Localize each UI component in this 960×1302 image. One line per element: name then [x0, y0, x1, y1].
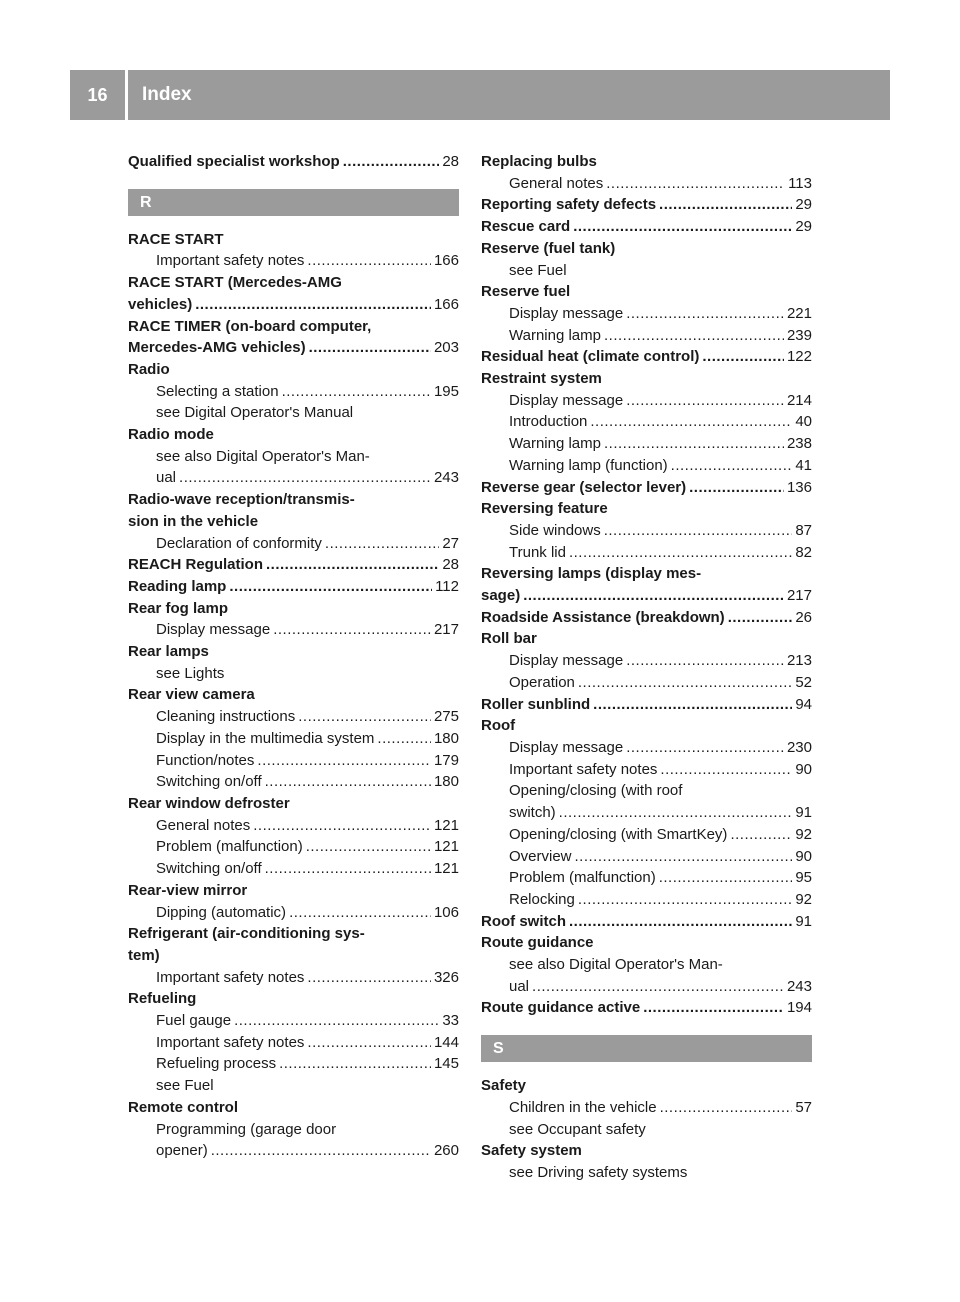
index-subentry[interactable]	[481, 455, 812, 477]
index-entry	[481, 715, 812, 737]
page-reference[interactable]: 217	[433, 621, 459, 639]
page-reference[interactable]: 121	[433, 838, 459, 856]
index-subentry	[481, 1119, 812, 1141]
index-subentry[interactable]	[128, 619, 459, 641]
dot-leader	[195, 294, 431, 316]
index-entry	[128, 945, 459, 967]
index-entry	[481, 1140, 812, 1162]
page-number: 16	[87, 84, 108, 105]
index-entry	[481, 281, 812, 303]
dot-leader	[659, 867, 793, 889]
dot-leader	[604, 325, 784, 347]
entry-text: Important safety notes	[156, 252, 305, 270]
entry-text: General notes	[156, 816, 251, 834]
page-reference[interactable]: 52	[795, 673, 812, 691]
entry-text: Reading lamp	[128, 577, 227, 595]
index-subentry	[128, 402, 459, 424]
entry-text: Fuel gauge	[156, 1012, 232, 1030]
page-reference[interactable]: 243	[433, 469, 459, 487]
dot-leader	[532, 976, 784, 998]
index-subentry[interactable]	[481, 1097, 812, 1119]
index-entry	[128, 316, 459, 338]
dot-leader	[660, 1097, 793, 1119]
page-reference[interactable]: 92	[795, 825, 812, 843]
entry-text: see Occupant safety	[509, 1120, 646, 1138]
page-reference[interactable]: 40	[795, 413, 812, 431]
header-divider	[125, 70, 128, 120]
entry-text: ual	[156, 469, 177, 487]
page-reference[interactable]: 27	[442, 534, 459, 552]
entry-text: sion in the vehicle	[128, 512, 259, 530]
page-reference[interactable]: 275	[433, 708, 459, 726]
page-reference[interactable]: 260	[433, 1142, 459, 1160]
entry-text: see Fuel	[509, 261, 567, 279]
entry-text: Residual heat (climate control)	[481, 348, 700, 366]
page-reference[interactable]: 106	[433, 903, 459, 921]
entry-text: sage)	[481, 587, 521, 605]
index-subentry	[481, 954, 812, 976]
index-subentry[interactable]	[481, 889, 812, 911]
index-entry	[128, 359, 459, 381]
dot-leader	[728, 607, 793, 629]
dot-leader	[702, 346, 784, 368]
index-entry	[481, 368, 812, 390]
dot-leader	[578, 889, 792, 911]
dot-leader	[179, 467, 431, 489]
index-entry[interactable]	[481, 694, 812, 716]
index-subentry[interactable]	[481, 672, 812, 694]
index-subentry[interactable]	[128, 467, 459, 489]
index-subentry[interactable]	[128, 728, 459, 750]
index-entry[interactable]	[128, 554, 459, 576]
entry-text: Cleaning instructions	[156, 708, 296, 726]
dot-leader	[573, 216, 792, 238]
entry-text: RACE START (Mercedes-AMG	[128, 274, 342, 292]
entry-text: see Driving safety systems	[509, 1163, 688, 1181]
dot-leader	[265, 858, 431, 880]
index-column-right	[481, 151, 812, 1184]
index-subentry[interactable]	[481, 846, 812, 868]
page-reference[interactable]: 112	[435, 577, 459, 595]
dot-leader	[689, 477, 784, 499]
entry-text: REACH Regulation	[128, 556, 263, 574]
entry-text: Reversing lamps (display mes-	[481, 565, 702, 583]
entry-text: Operation	[509, 673, 575, 691]
page-reference[interactable]: 221	[786, 304, 812, 322]
index-subentry[interactable]	[481, 759, 812, 781]
index-subentry	[481, 1162, 812, 1184]
page-reference[interactable]: 121	[433, 860, 459, 878]
entry-text: Radio mode	[128, 426, 214, 444]
dot-leader	[559, 802, 793, 824]
page-reference[interactable]: 180	[433, 773, 459, 791]
page-reference[interactable]: 91	[795, 804, 812, 822]
index-subentry[interactable]	[128, 750, 459, 772]
entry-text: Display message	[509, 391, 624, 409]
entry-text: Reserve fuel	[481, 283, 571, 301]
page-reference[interactable]: 57	[795, 1098, 812, 1116]
page-reference[interactable]: 213	[786, 652, 812, 670]
index-entry[interactable]	[481, 477, 812, 499]
entry-text: Selecting a station	[156, 382, 279, 400]
index-subentry	[481, 780, 812, 802]
dot-leader	[306, 836, 431, 858]
page-reference[interactable]: 90	[795, 760, 812, 778]
entry-text: Dipping (automatic)	[156, 903, 287, 921]
page-reference[interactable]: 95	[795, 869, 812, 887]
index-subentry[interactable]	[128, 706, 459, 728]
dot-leader	[604, 520, 793, 542]
entry-text: Reversing feature	[481, 500, 608, 518]
page-title: Index	[142, 84, 192, 105]
page-reference[interactable]: 326	[433, 968, 459, 986]
entry-text: Display message	[156, 621, 271, 639]
dot-leader	[593, 694, 792, 716]
dot-leader	[569, 542, 792, 564]
entry-text: Refrigerant (air-conditioning sys-	[128, 925, 365, 943]
index-entry	[128, 489, 459, 511]
entry-text: Children in the vehicle	[509, 1098, 657, 1116]
index-entry[interactable]	[481, 194, 812, 216]
index-subentry[interactable]	[128, 1010, 459, 1032]
entry-text: Restraint system	[481, 370, 602, 388]
index-entry	[128, 598, 459, 620]
page-reference[interactable]: 122	[786, 348, 812, 366]
page-reference[interactable]: 94	[795, 695, 812, 713]
index-subentry[interactable]	[481, 976, 812, 998]
page-reference[interactable]: 41	[795, 456, 812, 474]
page-reference[interactable]: 113	[788, 174, 812, 192]
index-entry[interactable]	[128, 151, 459, 173]
index-entry	[481, 628, 812, 650]
dot-leader	[279, 1053, 431, 1075]
index-entry	[128, 988, 459, 1010]
index-subentry[interactable]	[481, 824, 812, 846]
entry-text: Route guidance	[481, 934, 594, 952]
dot-leader	[273, 619, 431, 641]
dot-leader	[659, 194, 792, 216]
entry-text: Safety	[481, 1077, 527, 1095]
index-entry[interactable]	[481, 216, 812, 238]
page-reference[interactable]: 87	[795, 521, 812, 539]
entry-text: Route guidance active	[481, 999, 641, 1017]
entry-text: Qualified specialist workshop	[128, 153, 340, 170]
entry-text: Roof switch	[481, 912, 566, 930]
index-subentry[interactable]	[128, 1032, 459, 1054]
entry-text: Display message	[509, 304, 624, 322]
entry-text: see also Digital Operator's Man-	[509, 956, 723, 974]
entry-text: Problem (malfunction)	[156, 838, 303, 856]
entry-text: Reserve (fuel tank)	[481, 239, 616, 257]
index-entry	[481, 498, 812, 520]
index-subentry[interactable]	[481, 542, 812, 564]
index-entry	[128, 424, 459, 446]
entry-text: Radio	[128, 360, 170, 378]
page-header	[70, 70, 890, 120]
index-subentry[interactable]	[128, 250, 459, 272]
entry-text: Rescue card	[481, 218, 571, 236]
index-subentry[interactable]	[128, 533, 459, 555]
entry-text: Switching on/off	[156, 773, 262, 791]
entry-text: Rear-view mirror	[128, 881, 248, 899]
dot-leader	[325, 533, 439, 555]
page-reference[interactable]: 90	[795, 847, 812, 865]
entry-text: Rear fog lamp	[128, 599, 229, 617]
index-entry	[128, 511, 459, 533]
dot-leader	[229, 576, 432, 598]
index-subentry[interactable]	[481, 737, 812, 759]
section-header-s: S	[481, 1035, 812, 1062]
dot-leader	[343, 151, 440, 173]
dot-leader	[265, 771, 431, 793]
entry-text: Trunk lid	[509, 543, 566, 561]
entry-text: see Fuel	[156, 1077, 214, 1095]
index-entry[interactable]	[481, 997, 812, 1019]
entry-text: vehicles)	[128, 295, 193, 313]
index-entry	[481, 1075, 812, 1097]
entry-text: Display in the multimedia system	[156, 729, 375, 747]
index-subentry	[128, 1119, 459, 1141]
entry-text: Function/notes	[156, 751, 255, 769]
index-subentry	[128, 1075, 459, 1097]
entry-text: Important safety notes	[509, 760, 658, 778]
page-reference[interactable]: 239	[786, 326, 812, 344]
page-reference[interactable]: 230	[786, 738, 812, 756]
page-reference[interactable]: 238	[786, 435, 812, 453]
page-reference[interactable]: 28	[442, 556, 459, 574]
page-reference[interactable]: 195	[433, 382, 459, 400]
page-reference[interactable]: 82	[795, 543, 812, 561]
page-reference[interactable]: 179	[433, 751, 459, 769]
index-subentry[interactable]	[481, 867, 812, 889]
entry-text: see Lights	[156, 664, 225, 682]
entry-text: Programming (garage door	[156, 1120, 337, 1138]
index-subentry	[128, 663, 459, 685]
index-subentry[interactable]	[481, 173, 812, 195]
dot-leader	[298, 706, 431, 728]
entry-text: Refueling	[128, 990, 197, 1008]
index-entry	[481, 151, 812, 173]
index-entry	[128, 793, 459, 815]
dot-leader	[606, 173, 785, 195]
entry-text: Display message	[509, 652, 624, 670]
dot-leader	[626, 303, 784, 325]
index-subentry[interactable]	[481, 520, 812, 542]
index-entry	[128, 923, 459, 945]
page-reference[interactable]: 217	[786, 587, 812, 605]
page-reference[interactable]: 29	[795, 218, 812, 236]
dot-leader	[604, 433, 784, 455]
index-entry	[128, 1097, 459, 1119]
page-reference[interactable]: 29	[795, 196, 812, 214]
index-entry	[128, 880, 459, 902]
dot-leader	[575, 846, 793, 868]
page-reference[interactable]: 91	[795, 912, 812, 930]
index-entry[interactable]	[481, 607, 812, 629]
entry-text: see Digital Operator's Manual	[156, 404, 354, 422]
entry-text: Rear view camera	[128, 686, 255, 704]
dot-leader	[643, 997, 784, 1019]
dot-leader	[211, 1140, 431, 1162]
dot-leader	[671, 455, 793, 477]
page-reference[interactable]: 180	[433, 729, 459, 747]
dot-leader	[660, 759, 792, 781]
index-subentry[interactable]	[128, 902, 459, 924]
entry-text: Replacing bulbs	[481, 153, 597, 170]
index-entry	[128, 684, 459, 706]
entry-text: Roof	[481, 717, 516, 735]
dot-leader	[569, 911, 792, 933]
entry-text: Warning lamp	[509, 326, 601, 344]
index-subentry[interactable]	[481, 390, 812, 412]
entry-text: Roller sunblind	[481, 695, 591, 713]
dot-leader	[257, 750, 431, 772]
entry-text: Reporting safety defects	[481, 196, 657, 214]
index-subentry[interactable]	[128, 836, 459, 858]
dot-leader	[626, 737, 784, 759]
entry-text: Opening/closing (with roof	[509, 782, 683, 800]
entry-text: Important safety notes	[156, 1033, 305, 1051]
index-subentry	[128, 446, 459, 468]
dot-leader	[578, 672, 792, 694]
page-reference[interactable]: 92	[795, 890, 812, 908]
entry-text: RACE START	[128, 230, 224, 248]
dot-leader	[289, 902, 431, 924]
dot-leader	[234, 1010, 439, 1032]
entry-text: Display message	[509, 738, 624, 756]
entry-text: Problem (malfunction)	[509, 869, 656, 887]
index-entry[interactable]	[481, 346, 812, 368]
entry-text: RACE TIMER (on-board computer,	[128, 317, 372, 335]
index-subentry[interactable]	[481, 411, 812, 433]
dot-leader	[253, 815, 431, 837]
page-reference[interactable]: 214	[786, 391, 812, 409]
entry-text: Roll bar	[481, 630, 537, 648]
entry-text: Side windows	[509, 521, 601, 539]
dot-leader	[523, 585, 784, 607]
index-subentry[interactable]	[128, 1140, 459, 1162]
entry-text: Opening/closing (with SmartKey)	[509, 825, 728, 843]
entry-text: Reverse gear (selector lever)	[481, 478, 687, 496]
entry-text: Rear window defroster	[128, 794, 290, 812]
index-entry	[481, 238, 812, 260]
entry-text: Rear lamps	[128, 643, 209, 661]
page-reference[interactable]: 33	[442, 1012, 459, 1030]
entry-text: Safety system	[481, 1142, 582, 1160]
page-reference[interactable]: 194	[786, 999, 812, 1017]
index-entry	[128, 229, 459, 251]
dot-leader	[309, 337, 431, 359]
entry-text: General notes	[509, 174, 604, 192]
entry-text: Declaration of conformity	[156, 534, 322, 552]
index-entry[interactable]	[128, 294, 459, 316]
index-subentry[interactable]	[481, 802, 812, 824]
entry-text: Remote control	[128, 1098, 239, 1116]
page-reference[interactable]: 145	[433, 1055, 459, 1073]
index-subentry[interactable]	[481, 325, 812, 347]
page-reference[interactable]: 166	[433, 252, 459, 270]
entry-text: switch)	[509, 804, 556, 822]
index-subentry[interactable]	[128, 1053, 459, 1075]
dot-leader	[307, 967, 431, 989]
entry-text: tem)	[128, 946, 160, 964]
entry-text: Warning lamp (function)	[509, 456, 668, 474]
dot-leader	[282, 381, 431, 403]
index-column-left	[128, 151, 459, 1162]
entry-text: Mercedes-AMG vehicles)	[128, 339, 306, 357]
index-entry	[128, 641, 459, 663]
dot-leader	[730, 824, 792, 846]
index-entry[interactable]	[481, 585, 812, 607]
dot-leader	[307, 250, 431, 272]
entry-text: see also Digital Operator's Man-	[156, 447, 370, 465]
dot-leader	[590, 411, 792, 433]
index-subentry	[481, 260, 812, 282]
entry-text: Relocking	[509, 890, 575, 908]
entry-text: Important safety notes	[156, 968, 305, 986]
index-subentry[interactable]	[481, 433, 812, 455]
page-reference[interactable]: 166	[433, 295, 459, 313]
page-reference[interactable]: 121	[433, 816, 459, 834]
index-entry[interactable]	[128, 337, 459, 359]
entry-text: opener)	[156, 1142, 208, 1160]
index-entry	[481, 932, 812, 954]
dot-leader	[307, 1032, 431, 1054]
index-subentry[interactable]	[128, 815, 459, 837]
entry-text: ual	[509, 977, 530, 995]
index-entry	[481, 563, 812, 585]
entry-text: Warning lamp	[509, 435, 601, 453]
index-subentry[interactable]	[481, 650, 812, 672]
entry-text: Overview	[509, 847, 572, 865]
index-subentry[interactable]	[128, 967, 459, 989]
index-subentry[interactable]	[128, 858, 459, 880]
dot-leader	[626, 650, 784, 672]
entry-text: Refueling process	[156, 1055, 277, 1073]
page-reference[interactable]: 26	[795, 608, 812, 626]
index-subentry[interactable]	[481, 303, 812, 325]
entry-text: Radio-wave reception/transmis-	[128, 491, 355, 509]
index-subentry[interactable]	[128, 771, 459, 793]
entry-text: Roadside Assistance (breakdown)	[481, 608, 725, 626]
page-reference[interactable]: 203	[433, 339, 459, 357]
page-reference[interactable]: 28	[442, 153, 459, 170]
index-entry[interactable]	[481, 911, 812, 933]
dot-leader	[377, 728, 431, 750]
index-subentry[interactable]	[128, 381, 459, 403]
entry-text: Introduction	[509, 413, 588, 431]
page-reference[interactable]: 243	[786, 977, 812, 995]
index-entry[interactable]	[128, 576, 459, 598]
section-header-r: R	[128, 189, 459, 216]
index-entry	[128, 272, 459, 294]
entry-text: Switching on/off	[156, 860, 262, 878]
dot-leader	[266, 554, 439, 576]
page-reference[interactable]: 144	[433, 1033, 459, 1051]
dot-leader	[626, 390, 784, 412]
page-reference[interactable]: 136	[786, 478, 812, 496]
